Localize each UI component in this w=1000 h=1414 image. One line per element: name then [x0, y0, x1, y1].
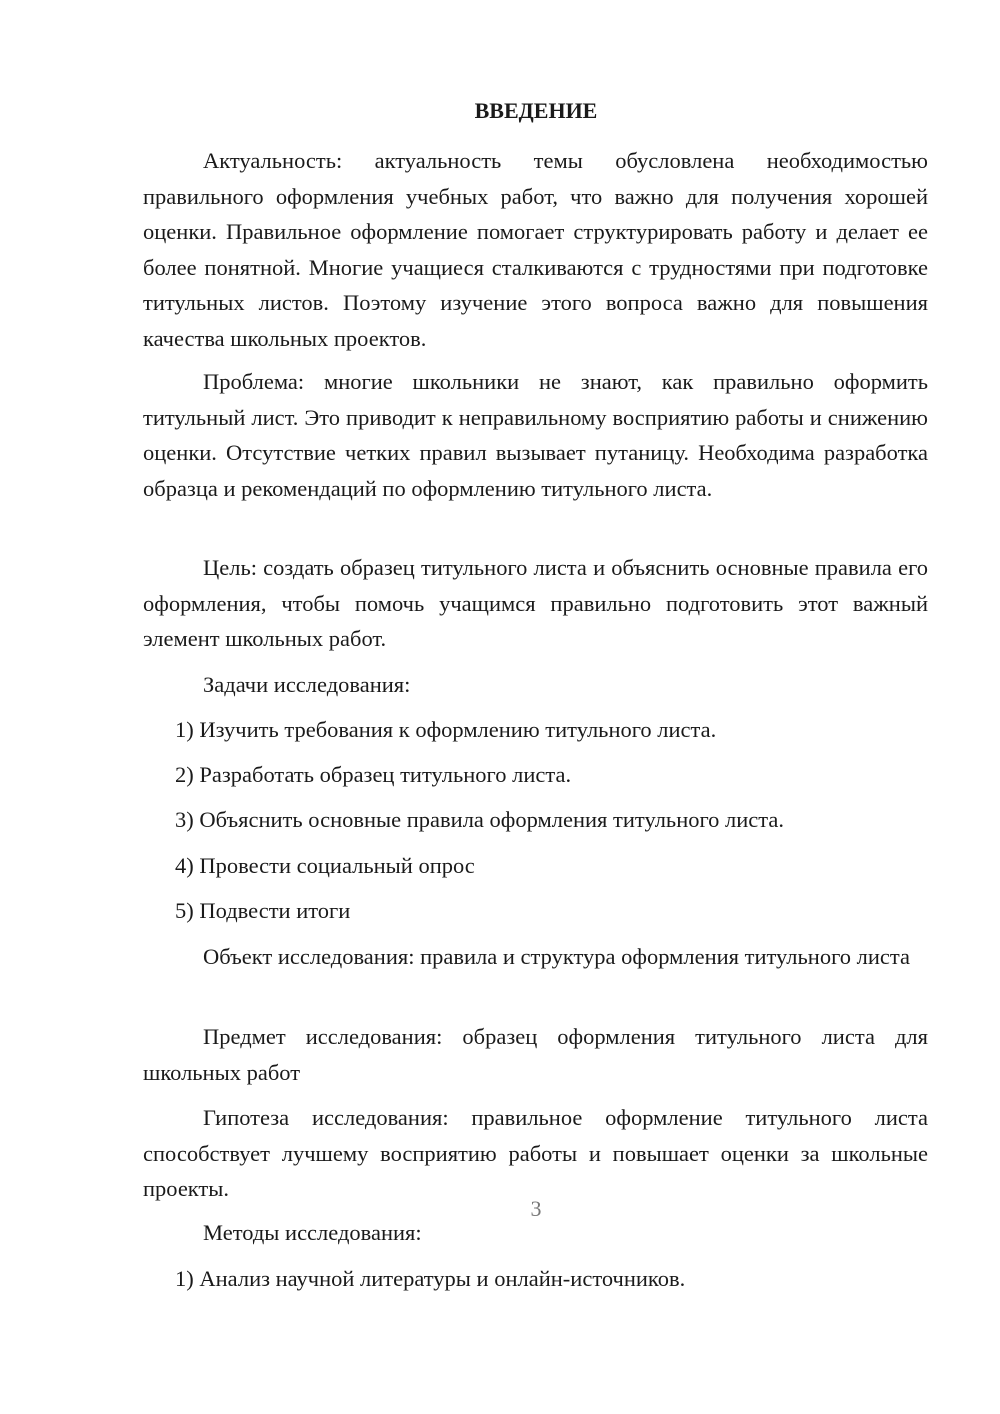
problem-paragraph: Проблема: многие школьники не знают, как правильно оформить титульный лист. Это приводит к неправильному восприятию работы и снижению оценки. Отсутствие четких правил вызывает путаницу. Необходима разработка образца и рекомендаций по оформлению титульного листа. — [143, 369, 928, 501]
task-item: 3) Объяснить основные правила оформления титульного листа. — [175, 807, 785, 832]
tasks-heading: Задачи исследования: — [203, 672, 411, 697]
task-item: 5) Подвести итоги — [175, 898, 351, 923]
hypothesis-paragraph: Гипотеза исследования: правильное оформление титульного листа способствует лучшему восприятию работы и повышает оценки за школьные проекты. — [143, 1105, 928, 1201]
relevance-paragraph: Актуальность: актуальность темы обусловлена необходимостью правильного оформления учебных работ, что важно для получения хорошей оценки. Правильное оформление помогает структурировать работу и делает ее более понятной. Многие учащиеся сталкиваются с трудностями при подготовке титульных листов. Поэтому изучение этого вопроса важно для повышения качества школьных проектов. — [143, 148, 928, 351]
task-item: 4) Провести социальный опрос — [175, 853, 475, 878]
page-number: 3 — [530, 1196, 542, 1221]
subject-paragraph: Предмет исследования: образец оформления титульного листа для школьных работ — [143, 1024, 928, 1085]
method-item: 1) Анализ научной литературы и онлайн-источников. — [175, 1266, 686, 1291]
methods-heading: Методы исследования: — [203, 1220, 422, 1245]
task-item: 1) Изучить требования к оформлению титульного листа. — [175, 717, 717, 742]
task-item: 2) Разработать образец титульного листа. — [175, 762, 572, 787]
object-paragraph: Объект исследования: правила и структура оформления титульного листа — [203, 944, 910, 969]
section-heading: ВВЕДЕНИЕ — [474, 98, 598, 123]
goal-paragraph: Цель: создать образец титульного листа и объяснить основные правила его оформления, чтобы помочь учащимся правильно подготовить этот важный элемент школьных работ. — [143, 555, 928, 651]
